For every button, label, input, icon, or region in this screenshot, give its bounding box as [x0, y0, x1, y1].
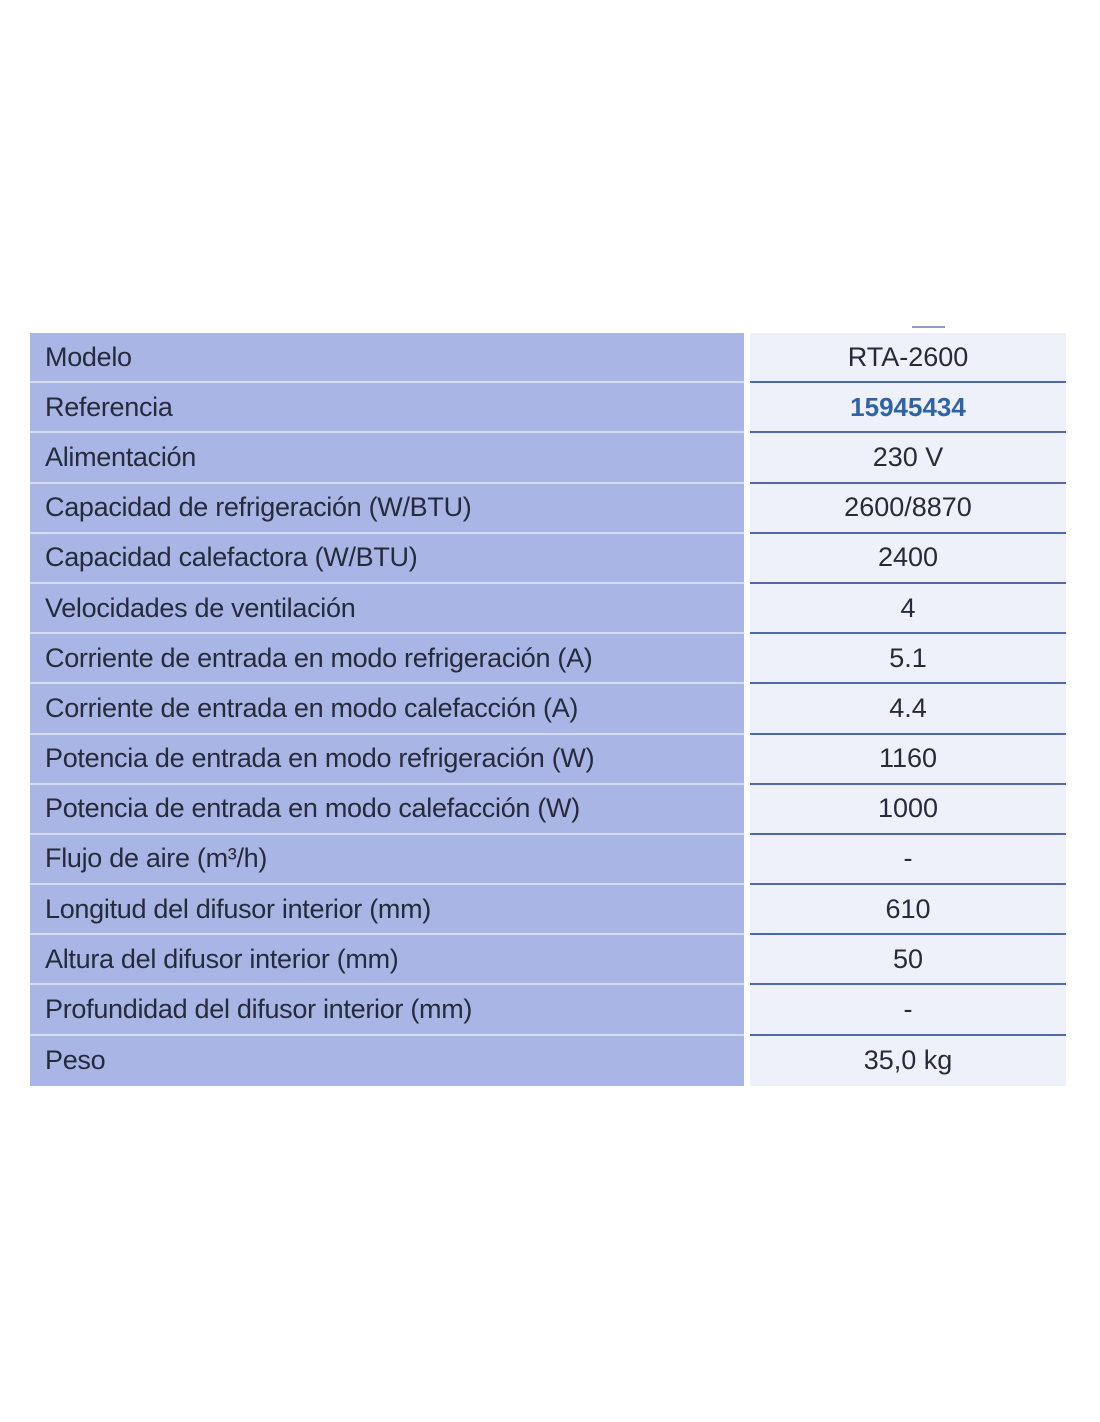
row-label: Capacidad calefactora (W/BTU) [30, 534, 744, 584]
row-value: 1160 [750, 735, 1066, 785]
row-label: Modelo [30, 333, 744, 383]
table-row [30, 785, 1066, 835]
row-value: 2600/8870 [750, 484, 1066, 534]
row-value: RTA-2600 [750, 333, 1066, 383]
row-value: 5.1 [750, 634, 1066, 684]
spec-table [30, 333, 1066, 1086]
row-value: 4 [750, 584, 1066, 634]
table-row [30, 735, 1066, 785]
row-label: Flujo de aire (m³/h) [30, 835, 744, 885]
row-label: Longitud del difusor interior (mm) [30, 885, 744, 935]
table-row [30, 985, 1066, 1035]
table-row [30, 835, 1066, 885]
table-row [30, 383, 1066, 433]
row-label: Alimentación [30, 433, 744, 483]
row-label: Potencia de entrada en modo calefacción (W) [30, 785, 744, 835]
row-label: Potencia de entrada en modo refrigeración (W) [30, 735, 744, 785]
table-row [30, 584, 1066, 634]
row-value: 230 V [750, 433, 1066, 483]
table-row [30, 885, 1066, 935]
row-label: Profundidad del difusor interior (mm) [30, 985, 744, 1035]
reference-value: 15945434 [750, 383, 1066, 433]
row-label: Corriente de entrada en modo refrigeración (A) [30, 634, 744, 684]
row-value: - [750, 835, 1066, 885]
table-row [30, 684, 1066, 734]
row-label: Corriente de entrada en modo calefacción (A) [30, 684, 744, 734]
row-value: 610 [750, 885, 1066, 935]
row-label: Altura del difusor interior (mm) [30, 935, 744, 985]
table-row [30, 634, 1066, 684]
row-value: 50 [750, 935, 1066, 985]
row-label: Velocidades de ventilación [30, 584, 744, 634]
table-top-mark [912, 326, 945, 328]
row-label: Referencia [30, 383, 744, 433]
row-label: Peso [30, 1036, 744, 1086]
row-label: Capacidad de refrigeración (W/BTU) [30, 484, 744, 534]
row-value: - [750, 985, 1066, 1035]
row-value: 4.4 [750, 684, 1066, 734]
table-row [30, 534, 1066, 584]
row-value: 35,0 kg [750, 1036, 1066, 1086]
table-row [30, 333, 1066, 383]
row-value: 2400 [750, 534, 1066, 584]
table-row [30, 433, 1066, 483]
row-value: 1000 [750, 785, 1066, 835]
table-row [30, 935, 1066, 985]
table-row [30, 484, 1066, 534]
table-row [30, 1036, 1066, 1086]
